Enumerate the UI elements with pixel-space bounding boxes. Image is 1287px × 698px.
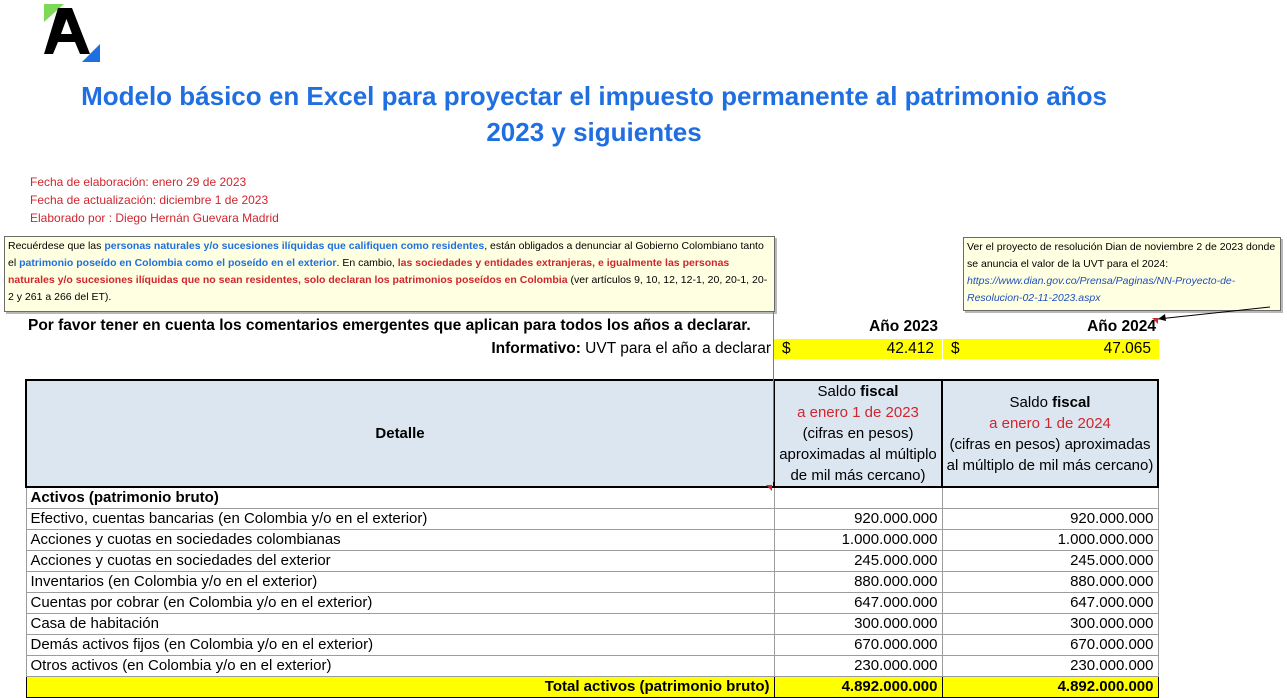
comment-left-part4: patrimonio poseído en Colombia como el poseído en el exterior [19,257,337,269]
table-row [26,635,1158,656]
row-value-2024[interactable]: 920.000.000 [942,509,1158,530]
cell-selection-guide [773,312,774,482]
total-value-2024[interactable]: 4.892.000.000 [942,677,1158,698]
year-2023-header: Año 2023 [869,318,938,335]
title-line-2: 2023 y siguientes [486,117,702,147]
page-title [30,78,1158,150]
section-row [26,487,1158,509]
table-row [26,614,1158,635]
uvt-label [491,340,771,358]
row-label[interactable]: Cuentas por cobrar (en Colombia y/o en el exterior) [26,593,774,614]
uvt-label-bold: Informativo: [491,340,581,357]
row-label[interactable]: Acciones y cuotas en sociedades del exterior [26,551,774,572]
header-saldo-2024[interactable] [942,380,1158,487]
comment-uvt-2024 [963,237,1281,311]
row-value-2023[interactable]: 245.000.000 [774,551,942,572]
row-value-2023[interactable]: 920.000.000 [774,509,942,530]
comment-left-part7: (ver artículos 9, 10, 12, 12-1, 20, 20-1, 20-2 y 261 a 266 del ET). [8,274,768,303]
row-value-2023[interactable]: 300.000.000 [774,614,942,635]
uvt-2024-value: 47.065 [1103,340,1151,357]
title-line-1: Modelo básico en Excel para proyectar el impuesto permanente al patrimonio años [81,81,1107,111]
header-fiscal-label: fiscal [1052,393,1091,411]
company-logo-icon [44,4,100,62]
row-label[interactable]: Casa de habitación [26,614,774,635]
table-row [26,572,1158,593]
patrimonio-table [25,379,1159,698]
header-fiscal-label: fiscal [860,383,899,400]
row-value-2024[interactable]: 300.000.000 [942,614,1158,635]
row-value-2023[interactable]: 670.000.000 [774,635,942,656]
empty-cell[interactable] [774,487,942,509]
header-note: (cifras en pesos) aproximadas al múltiplo de mil más cercano) [779,425,937,484]
empty-cell[interactable] [942,487,1158,509]
section-label[interactable]: Activos (patrimonio bruto) [26,487,774,509]
row-label[interactable]: Inventarios (en Colombia y/o en el exterior) [26,572,774,593]
comment-indicator-icon[interactable] [1152,318,1158,324]
currency-symbol: $ [951,340,960,357]
total-label[interactable]: Total activos (patrimonio bruto) [26,677,774,698]
uvt-label-rest: UVT para el año a declarar [580,340,771,357]
fecha-elaboracion: Fecha de elaboración: enero 29 de 2023 [30,175,247,189]
dian-resolution-link[interactable]: https://www.dian.gov.co/Prensa/Paginas/NN-Proyecto-de-Resolucion-02-11-2023.aspx [967,275,1236,304]
year-2024-header: Año 2024 [1087,318,1156,335]
row-label[interactable]: Efectivo, cuentas bancarias (en Colombia y/o en el exterior) [26,509,774,530]
comment-right-text: Ver el proyecto de resolución Dian de noviembre 2 de 2023 donde se anuncia el valor de la UVT para el 2024: [967,241,1276,270]
row-value-2023[interactable]: 880.000.000 [774,572,942,593]
elaborado-por: Elaborado por : Diego Hernán Guevara Madrid [30,211,279,225]
table-row [26,530,1158,551]
row-value-2023[interactable]: 1.000.000.000 [774,530,942,551]
comment-indicator-icon[interactable] [766,485,772,491]
notice-text: Por favor tener en cuenta los comentarios emergentes que aplican para todos los años a declarar. [28,317,751,334]
row-value-2024[interactable]: 230.000.000 [942,656,1158,677]
comment-left-part6: las sociedades y entidades extranjeras, e igualmente las personas naturales y/o sucesiones ilíquidas que no sean residentes, solo declaran los patrimonios poseídos en Colombia [8,257,730,286]
row-label[interactable]: Acciones y cuotas en sociedades colombianas [26,530,774,551]
header-note: (cifras en pesos) aproximadas al múltiplo de mil más cercano) [946,435,1154,474]
table-row [26,551,1158,572]
header-saldo-2023[interactable] [774,380,942,487]
table-row [26,509,1158,530]
header-saldo-label: Saldo [1009,393,1053,411]
uvt-2024-cell[interactable] [943,339,1159,359]
comment-residentes [4,236,775,312]
comment-left-part1: Recuérdese que las [8,240,105,252]
uvt-2023-value: 42.412 [886,340,934,357]
header-date-2023: a enero 1 de 2023 [797,404,919,421]
header-date-2024: a enero 1 de 2024 [989,414,1111,432]
uvt-2023-cell[interactable] [774,339,942,359]
header-saldo-label: Saldo [817,383,861,400]
row-value-2024[interactable]: 647.000.000 [942,593,1158,614]
comment-left-part2: personas naturales y/o sucesiones ilíquidas que califiquen como residentes [104,240,485,252]
row-value-2024[interactable]: 245.000.000 [942,551,1158,572]
header-detalle[interactable]: Detalle [26,380,774,487]
comment-left-part3: , están obligados a denunciar al Gobierno Colombiano tanto el [8,240,764,269]
row-value-2023[interactable]: 647.000.000 [774,593,942,614]
total-row [26,677,1158,698]
row-value-2024[interactable]: 1.000.000.000 [942,530,1158,551]
table-row [26,593,1158,614]
row-value-2024[interactable]: 670.000.000 [942,635,1158,656]
table-row [26,656,1158,677]
row-label[interactable]: Otros activos (en Colombia y/o en el exterior) [26,656,774,677]
total-value-2023[interactable]: 4.892.000.000 [774,677,942,698]
currency-symbol: $ [782,340,791,357]
row-value-2024[interactable]: 880.000.000 [942,572,1158,593]
comment-left-part5: . En cambio, [336,257,398,269]
table-header-row [26,380,1158,487]
row-value-2023[interactable]: 230.000.000 [774,656,942,677]
fecha-actualizacion: Fecha de actualización: diciembre 1 de 2023 [30,193,269,207]
row-label[interactable]: Demás activos fijos (en Colombia y/o en el exterior) [26,635,774,656]
